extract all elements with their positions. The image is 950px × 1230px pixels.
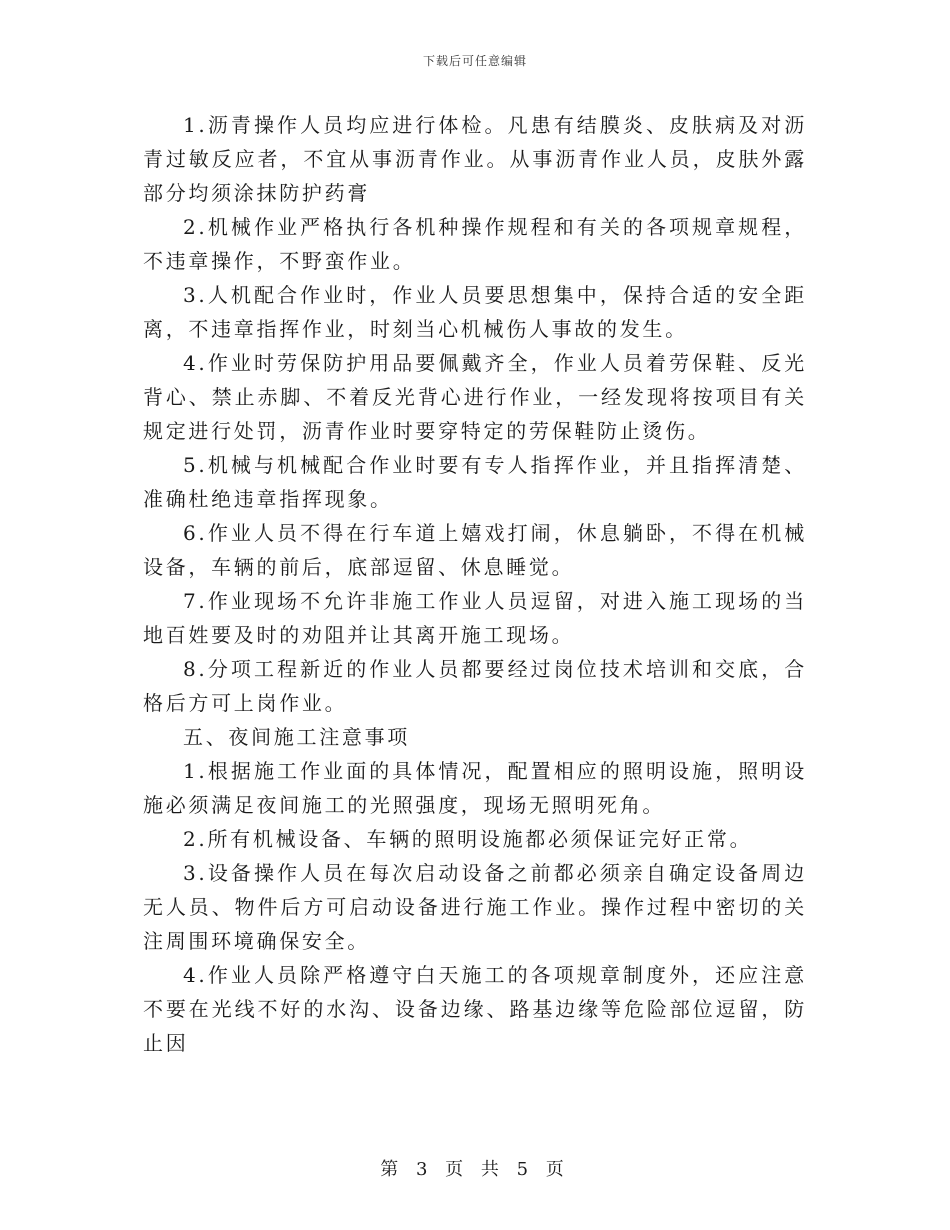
paragraph-machine-coordination: 5.机械与机械配合作业时要有专人指挥作业，并且指挥清楚、准确杜绝违章指挥现象。 — [143, 453, 807, 511]
paragraph-equipment-startup: 3.设备操作人员在每次启动设备之前都必须亲自确定设备周边无人员、物件后方可启动设备进行施工作业。操作过程中密切的关注周围环境确保安全。 — [143, 861, 807, 953]
paragraph-asphalt-health-check: 1.沥青操作人员均应进行体检。凡患有结膜炎、皮肤病及对沥青过敏反应者，不宜从事沥青作业。从事沥青作业人员，皮肤外露部分均须涂抹防护药膏 — [143, 113, 807, 205]
paragraph-vehicle-lighting: 2.所有机械设备、车辆的照明设施都必须保证完好正常。 — [183, 827, 753, 851]
paragraph-night-hazard-areas: 4.作业人员除严格遵守白天施工的各项规章制度外，还应注意不要在光线不好的水沟、设备边缘、路基边缘等危险部位逗留，防止因 — [143, 963, 807, 1055]
section-heading-night-work: 五、夜间施工注意事项 — [183, 725, 410, 749]
paragraph-roadway-behavior: 6.作业人员不得在行车道上嬉戏打闹，休息躺卧，不得在机械设备，车辆的前后，底部逗留、休息睡觉。 — [143, 521, 807, 579]
paragraph-site-access: 7.作业现场不允许非施工作业人员逗留，对进入施工现场的当地百姓要及时的劝阻并让其离开施工现场。 — [143, 589, 807, 647]
paragraph-training: 8.分项工程新近的作业人员都要经过岗位技术培训和交底，合格后方可上岗作业。 — [143, 657, 807, 715]
paragraph-protective-equipment: 4.作业时劳保防护用品要佩戴齐全，作业人员着劳保鞋、反光背心、禁止赤脚、不着反光背心进行作业，一经发现将按项目有关规定进行处罚，沥青作业时要穿特定的劳保鞋防止烫伤。 — [143, 351, 807, 443]
paragraph-machinery-rules: 2.机械作业严格执行各机种操作规程和有关的各项规章规程，不违章操作，不野蛮作业。 — [143, 215, 807, 273]
page-footer: 第 3 页 共 5 页 — [380, 1159, 570, 1180]
paragraph-human-machine-coordination: 3.人机配合作业时，作业人员要思想集中，保持合适的安全距离，不违章指挥作业，时刻当心机械伤人事故的发生。 — [143, 283, 807, 341]
paragraph-night-lighting: 1.根据施工作业面的具体情况，配置相应的照明设施，照明设施必须满足夜间施工的光照强度，现场无照明死角。 — [143, 759, 807, 817]
page-header: 下载后可任意编辑 — [422, 54, 527, 68]
document-body — [143, 108, 807, 1060]
